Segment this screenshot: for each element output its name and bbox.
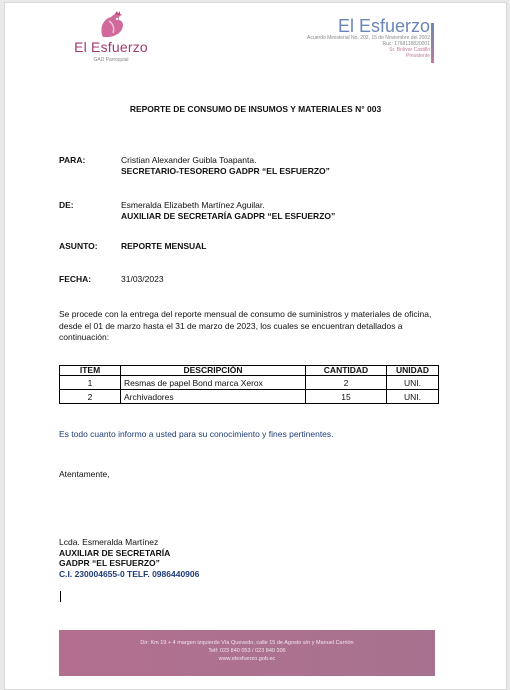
header-line: Ruc: 1768118820001 (382, 41, 430, 47)
col-header-unit: UNIDAD (387, 366, 439, 376)
col-header-quantity: CANTIDAD (306, 366, 387, 376)
document-title: REPORTE DE CONSUMO DE INSUMOS Y MATERIALES N° 003 (129, 104, 382, 114)
col-header-description: DESCRIPCIÓN (121, 366, 306, 376)
text-cursor[interactable] (60, 591, 61, 602)
signature-block (59, 537, 199, 579)
table-row (60, 390, 439, 404)
cell-item: 2 (60, 390, 121, 404)
items-table (59, 365, 439, 404)
fecha-value: 31/03/2023 (121, 274, 164, 284)
para-label: PARA: (59, 155, 86, 165)
header-info (230, 17, 430, 59)
para-name: Cristian Alexander Guibla Toapanta. (121, 155, 257, 165)
header-line: Acuerdo Ministerial No. 202, 15 de Noviembre del 2002 (307, 35, 430, 41)
cell-item: 1 (60, 376, 121, 390)
cell-unit: UNI. (387, 390, 439, 404)
de-label: DE: (59, 200, 74, 210)
table-row (60, 376, 439, 390)
asunto-value: REPORTE MENSUAL (121, 241, 207, 251)
org-logo (65, 11, 157, 69)
header-line: Presidente (406, 53, 430, 59)
cell-unit: UNI. (387, 376, 439, 390)
signature-role: AUXILIAR DE SECRETARÍA (59, 547, 171, 558)
footer-band (59, 630, 435, 676)
cell-description: Resmas de papel Bond marca Xerox (121, 376, 306, 390)
signature-id: C.I. 230004655-0 TELF. 0986440906 (59, 568, 200, 579)
footer-address: Dir: Km 19 + 4 margen izquierdo Vía Quevedo, calle 15 de Agosto s/n y Manuel Carrión (140, 640, 354, 646)
header-accent-bar (431, 23, 434, 63)
footer-web: www.elesfuerzo.gob.ec (218, 656, 276, 662)
de-name: Esmeralda Elizabeth Martínez Aguilar. (121, 200, 265, 210)
asunto-label: ASUNTO: (59, 241, 98, 251)
cell-description: Archivadores (121, 390, 306, 404)
rooster-logo-icon (95, 11, 129, 41)
signature-org: GADPR “EL ESFUERZO” (59, 558, 160, 568)
fecha-label: FECHA: (59, 274, 92, 284)
cell-quantity: 15 (306, 390, 387, 404)
col-header-item: ITEM (60, 366, 121, 376)
signature-name: Lcda. Esmeralda Martínez (59, 537, 159, 547)
closing-note: Es todo cuanto informo a usted para su conocimiento y fines pertinentes. (59, 429, 334, 439)
logo-text: El Esfuerzo (74, 39, 148, 55)
cell-quantity: 2 (306, 376, 387, 390)
header-title: El Esfuerzo (337, 16, 430, 36)
header-line: Sr. Bolívar Castillo (389, 47, 430, 53)
logo-subtext: GAD Parroquial (93, 57, 129, 63)
footer-phones: Telf: 023 840 053 / 023 840 306 (208, 648, 286, 654)
salutation: Atentamente, (59, 469, 110, 479)
para-role: SECRETARIO-TESORERO GADPR “EL ESFUERZO” (121, 166, 330, 176)
document-page (4, 2, 507, 690)
body-paragraph: Se procede con la entrega del reporte mensual de consumo de suministros y materiales de oficina, desde el 01 de marzo hasta el 31 de marzo de 2023, los cuales se encuentran detallados a continuación: (59, 309, 432, 342)
table-header-row (60, 366, 439, 376)
de-role: AUXILIAR DE SECRETARÍA GADPR “EL ESFUERZO” (121, 211, 336, 221)
